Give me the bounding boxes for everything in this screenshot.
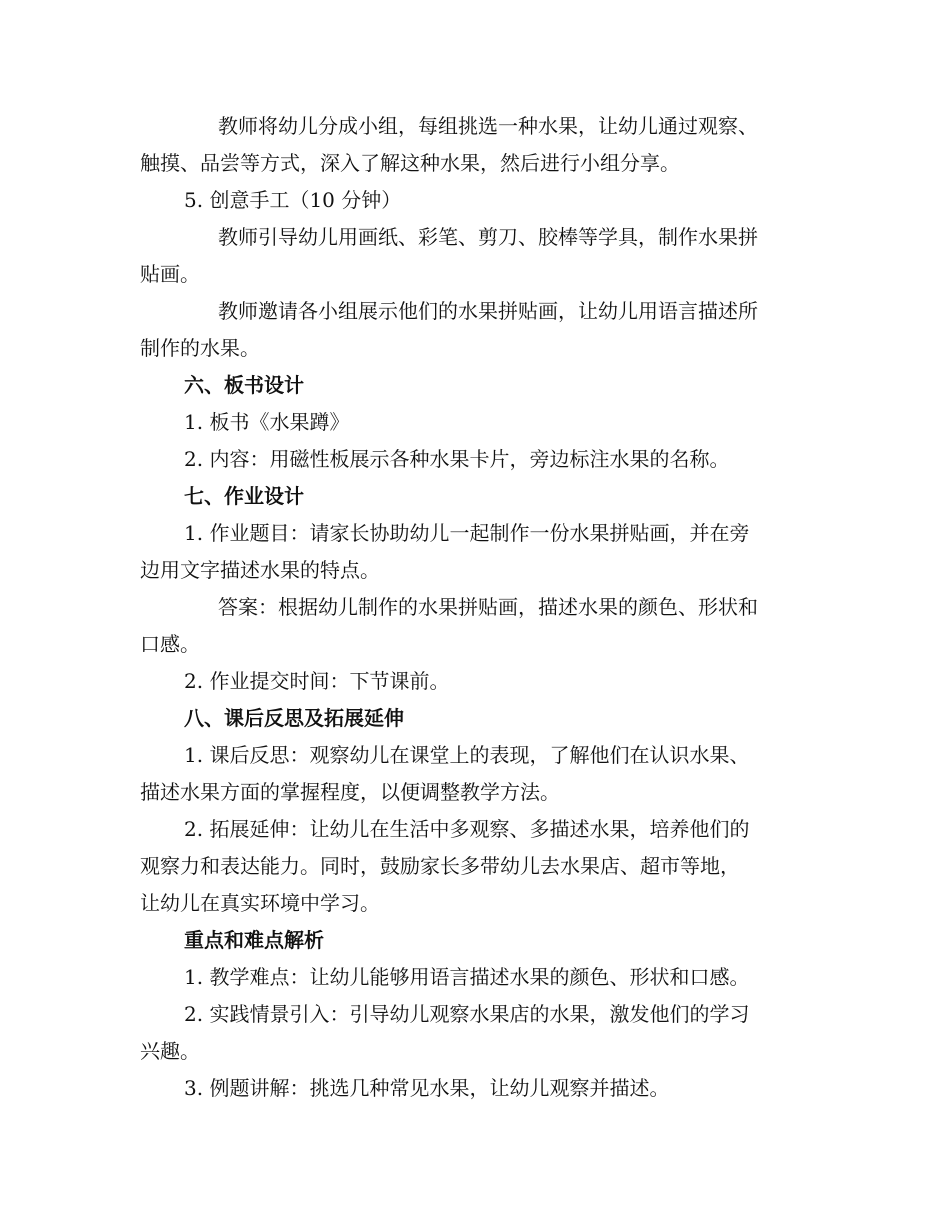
list-item: 3. 例题讲解：挑选几种常见水果，让幼儿观察并描述。 <box>184 1076 670 1100</box>
paragraph-line: 制作的水果。 <box>140 336 260 360</box>
paragraph-line: 边用文字描述水果的特点。 <box>140 558 380 582</box>
list-item: 1. 教学难点：让幼儿能够用语言描述水果的颜色、形状和口感。 <box>184 965 750 989</box>
section-heading: 七、作业设计 <box>184 484 304 508</box>
list-item: 5. 创意手工（10 分钟） <box>184 188 402 212</box>
list-item: 2. 拓展延伸：让幼儿在生活中多观察、多描述水果，培养他们的 <box>184 817 750 841</box>
section-heading: 重点和难点解析 <box>184 928 324 952</box>
paragraph-line: 描述水果方面的掌握程度，以便调整教学方法。 <box>140 780 560 804</box>
paragraph-line: 教师引导幼儿用画纸、彩笔、剪刀、胶棒等学具，制作水果拼 <box>218 225 758 249</box>
paragraph-line: 教师邀请各小组展示他们的水果拼贴画，让幼儿用语言描述所 <box>218 299 758 323</box>
list-item: 1. 作业题目：请家长协助幼儿一起制作一份水果拼贴画，并在旁 <box>184 521 750 545</box>
paragraph-line: 教师将幼儿分成小组，每组挑选一种水果，让幼儿通过观察、 <box>218 114 758 138</box>
list-item: 1. 板书《水果蹲》 <box>184 410 350 434</box>
list-item: 2. 内容：用磁性板展示各种水果卡片，旁边标注水果的名称。 <box>184 447 730 471</box>
paragraph-line: 答案：根据幼儿制作的水果拼贴画，描述水果的颜色、形状和 <box>218 595 758 619</box>
paragraph-line: 兴趣。 <box>140 1039 200 1063</box>
paragraph-line: 观察力和表达能力。同时，鼓励家长多带幼儿去水果店、超市等地， <box>140 854 740 878</box>
paragraph-line: 口感。 <box>140 632 200 656</box>
section-heading: 八、课后反思及拓展延伸 <box>184 706 404 730</box>
paragraph-line: 贴画。 <box>140 262 200 286</box>
paragraph-line: 触摸、品尝等方式，深入了解这种水果，然后进行小组分享。 <box>140 151 680 175</box>
list-item: 2. 实践情景引入：引导幼儿观察水果店的水果，激发他们的学习 <box>184 1002 750 1026</box>
section-heading: 六、板书设计 <box>184 373 304 397</box>
paragraph-line: 让幼儿在真实环境中学习。 <box>140 891 380 915</box>
list-item: 2. 作业提交时间：下节课前。 <box>184 669 450 693</box>
list-item: 1. 课后反思：观察幼儿在课堂上的表现，了解他们在认识水果、 <box>184 743 750 767</box>
